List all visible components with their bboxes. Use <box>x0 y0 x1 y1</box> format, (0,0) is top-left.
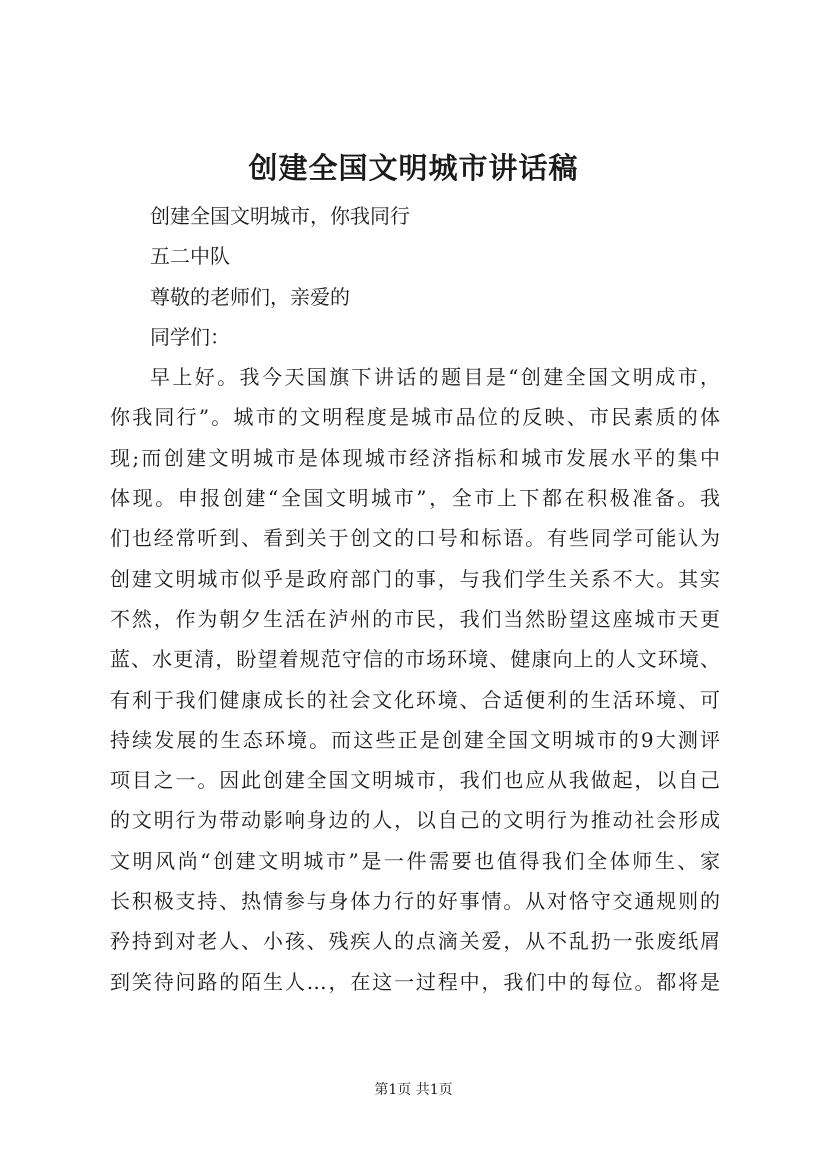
header-line-subtitle: 创建全国文明城市，你我同行 <box>150 204 410 228</box>
paragraph-line: 们也经常听到、看到关于创文的口号和标语。有些同学可能认为 <box>110 526 720 551</box>
paragraph-line: 不然，作为朝夕生活在泸州的市民，我们当然盼望这座城市天更 <box>110 606 720 631</box>
paragraph-line: 到笑待问路的陌生人…，在这一过程中，我们中的每位。都将是 <box>110 969 720 994</box>
paragraph-line: 持续发展的生态环境。而这些正是创建全国文明城市的9大测评 <box>110 727 720 752</box>
paragraph-line: 创建文明城市似乎是政府部门的事，与我们学生关系不大。其实 <box>110 566 720 591</box>
paragraph-line: 现;而创建文明城市是体现城市经济指标和城市发展水平的集中 <box>110 445 720 470</box>
document-title: 创建全国文明城市讲话稿 <box>248 151 579 185</box>
header-line-students: 同学们： <box>150 324 230 349</box>
paragraph-line: 体现。申报创建“全国文明城市”，全市上下都在积极准备。我 <box>110 486 720 511</box>
paragraph-line: 的文明行为带动影响身边的人，以自己的文明行为推动社会形成 <box>110 808 720 833</box>
paragraph-line: 蓝、水更清，盼望着规范守信的市场环境、健康向上的人文环境、 <box>110 647 720 672</box>
paragraph-line: 文明风尚“创建文明城市”是一件需要也值得我们全体师生、家 <box>110 848 720 873</box>
header-line-greeting: 尊敬的老师们，亲爱的 <box>150 284 350 309</box>
paragraph-line: 项目之一。因此创建全国文明城市，我们也应从我做起，以自己 <box>110 768 720 793</box>
paragraph-line: 有利于我们健康成长的社会文化环境、合适便利的生活环境、可 <box>110 687 720 712</box>
header-line-squadron: 五二中队 <box>150 244 230 269</box>
paragraph-line: 长积极支持、热情参与身体力行的好事情。从对恪守交通规则的 <box>110 889 720 914</box>
page-footer: 第1页 共1页 <box>374 1082 453 1098</box>
document-body <box>110 196 720 1002</box>
paragraph-line: 你我同行”。城市的文明程度是城市品位的反映、市民素质的体 <box>110 405 720 430</box>
paragraph-line: 早上好。我今天国旗下讲话的题目是“创建全国文明成市， <box>150 365 720 390</box>
paragraph-line: 矜持到对老人、小孩、残疾人的点滴关爱，从不乱扔一张废纸屑 <box>110 929 720 954</box>
